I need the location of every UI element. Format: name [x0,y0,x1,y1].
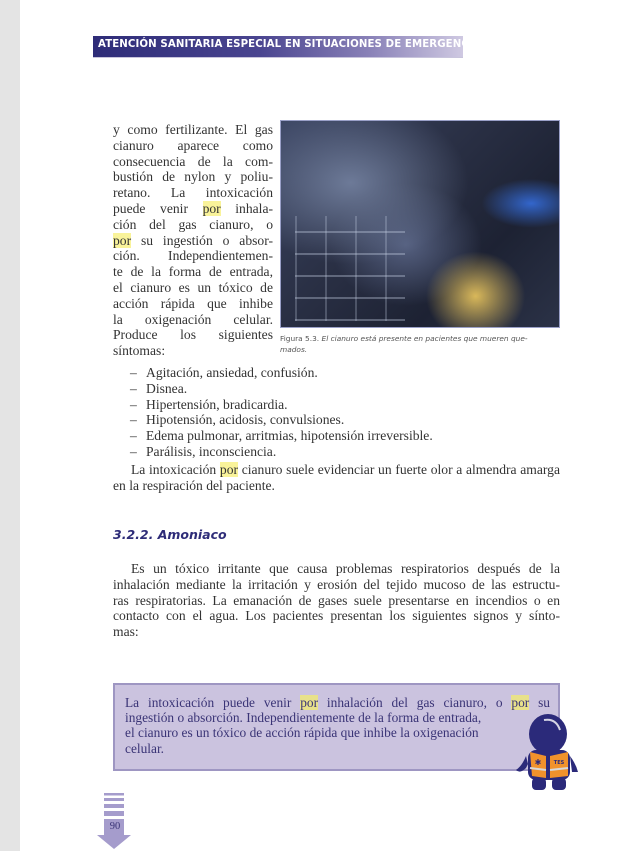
text-line: contacto con el agua. Los pacientes presentan los siguientes signos y sínto- [113,608,560,624]
text-line: retano. La intoxicación [113,185,273,201]
text-line: ción del gas cianuro, o [113,216,273,232]
figure-burned-interior-photo [280,120,560,328]
dash-bullet: – [130,380,137,396]
text-line: la oxigenación celular. [113,311,273,327]
text-line: mas: [113,624,139,640]
text-line: cianuro aparece como [113,137,273,153]
symptom-item: – Hipotensión, acidosis, convulsiones. [130,412,345,428]
symptom-item: – Agitación, ansiedad, confusión. [130,365,318,380]
text-line: Es un tóxico irritante que causa problemas respiratorios después de la [131,561,560,576]
figure-caption-text-cont: mados. [280,345,308,354]
callout-text: La intoxicación puede venir por inhalación del gas cianuro, o por su ingestión o absorción. Independientemente de la forma de entrada, el cianuro es un tóxico de acción rápida que inhibe la oxigenación celular. [125,695,550,756]
figure-photo-detail [295,216,405,321]
callout-box [113,683,560,771]
viewer-left-gutter [0,0,20,851]
page-number: 90 [109,821,121,832]
running-header [93,36,481,58]
text-line: consecuencia de la com- [113,153,273,169]
text-line: el cianuro es un tóxico de [113,279,273,295]
text-line: acción rápida que inhibe [113,295,273,311]
search-highlight: por [202,200,221,216]
svg-text:✱: ✱ [534,758,542,767]
dash-bullet: – [130,412,137,428]
mascot-paramedic-icon [512,712,582,794]
search-highlight: por [511,695,530,710]
symptom-item: – Hipertensión, bradicardia. [130,396,288,412]
dash-bullet: – [130,443,137,459]
symptom-item: – Edema pulmonar, arritmias, hipotensión irreversible. [130,428,433,444]
text-line: inhalación mediante la irritación y erosión del tejido mucoso de las estructu- [113,576,560,592]
symptoms-list [130,365,433,460]
figure-caption-label: Figura 5.3. [280,334,320,343]
symptom-item: – Disnea. [130,380,188,396]
text-line: Produce los siguientes [113,327,273,343]
figure-caption [280,333,562,355]
text-line: ras respiratorias. La emanación de gases suele presentarse en incendios o en [113,592,560,608]
search-highlight: por [219,462,239,477]
text-line: ción. Independientemen- [113,248,273,264]
cyanide-smell-paragraph: La intoxicación por cianuro suele evidenciar un fuerte olor a almendra amarga en la respiración del paciente. [113,462,561,493]
dash-bullet: – [130,365,137,380]
text-line: síntomas: [113,343,166,359]
figure-caption-text: El cianuro está presente en pacientes que mueren que- [321,334,528,343]
symptom-item: – Parálisis, inconsciencia. [130,443,277,459]
text-line: puede venir por inhala- [113,200,274,216]
text-line: te de la forma de entrada, [113,264,273,280]
running-header-title: ATENCIÓN SANITARIA ESPECIAL EN SITUACIONES DE EMERGENCIA [98,39,481,50]
intro-paragraph [113,122,273,359]
section-heading-amoniaco: 3.2.2. Amoniaco [113,527,227,542]
dash-bullet: – [130,396,137,412]
text-line: y como fertilizante. El gas [113,122,273,137]
mascot-badge: TES [553,760,565,766]
text-line: bustión de nylon y poliu- [113,169,273,185]
search-highlight: por [300,695,319,710]
amoniaco-paragraph [113,561,560,640]
dash-bullet: – [130,428,137,444]
text-line: por su ingestión o absor- [113,232,273,248]
search-highlight: por [113,232,132,248]
